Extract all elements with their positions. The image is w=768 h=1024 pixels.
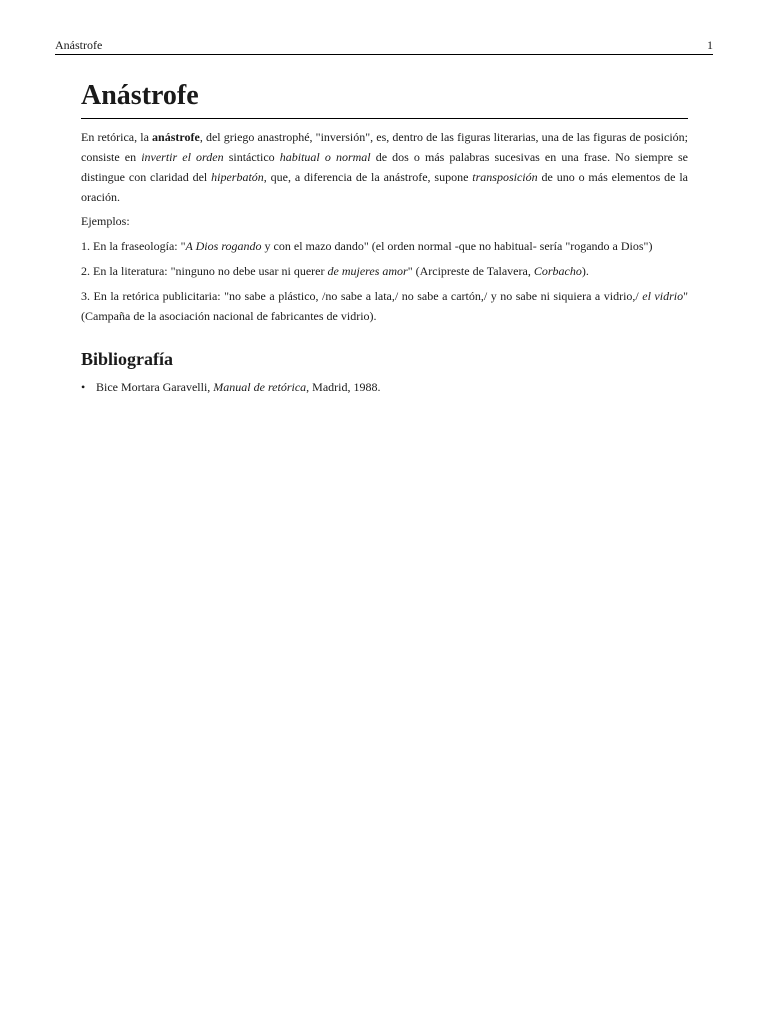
intro-emphasis: habitual o normal [279,150,371,164]
intro-text: de uno o más elementos de la oración. [81,170,689,204]
bibliography-list [81,378,688,396]
bibliography-text: , Madrid, 1988. [306,380,381,394]
example-text: 2. En la literatura: "ninguno no debe usar ni querer [81,264,328,278]
running-header [55,38,713,55]
example-text: " (Campaña de la asociación nacional de fabricantes de vidrio). [81,289,689,323]
examples-heading: Ejemplos: [81,214,130,228]
intro-text: de dos o más palabras sucesivas en una frase. No siempre se distingue con claridad del [81,150,688,184]
bibliography-book-title: Manual de retórica [213,380,307,394]
bibliography-item [81,378,688,396]
example-text: 3. En la retórica publicitaria: "no sabe a plástico, /no sabe a lata,/ no sabe a cartón,/ y no sabe ni siquiera a vidrio,/ [81,289,643,303]
example-emphasis: el vidrio [642,289,684,303]
example-text: y con el mazo dando" (el orden normal -que no habitual- sería "rogando a Dios") [261,239,653,253]
page-number: 1 [707,38,713,52]
article-title: Anástrofe [81,78,688,119]
running-header-title: Anástrofe [55,38,103,52]
intro-emphasis: transposición [472,170,538,184]
intro-text: , que, a diferencia de la anástrofe, supone [263,170,473,184]
intro-term-bold: anástrofe [152,130,200,144]
example-2 [81,261,688,281]
example-text: " (Arcipreste de Talavera, [407,264,534,278]
bullet-icon: • [81,380,86,394]
intro-text: En retórica, la [81,130,153,144]
intro-text: sintáctico [223,150,280,164]
example-text: 1. En la fraseología: " [81,239,186,253]
example-emphasis: de mujeres amor [327,264,408,278]
intro-emphasis: hiperbatón [211,170,264,184]
example-3 [81,286,688,326]
example-text: ). [581,264,589,278]
intro-emphasis: invertir el orden [141,150,224,164]
example-1 [81,236,688,256]
intro-paragraph [81,127,688,207]
intro-text: , del griego anastrophé, "inversión", es, dentro de las figuras literarias, una de las figuras de posición; consiste en [81,130,688,164]
example-emphasis: Corbacho [533,264,582,278]
article-body [81,78,688,396]
example-emphasis: A Dios rogando [185,239,262,253]
bibliography-text: Bice Mortara Garavelli, [96,380,214,394]
bibliography-heading: Bibliografía [81,349,174,369]
